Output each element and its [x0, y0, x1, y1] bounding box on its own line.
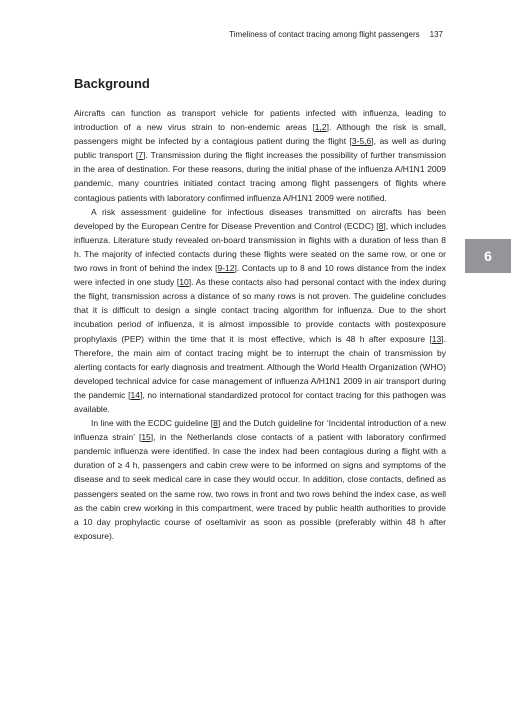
chapter-tab: 6	[465, 239, 511, 273]
citation-ref[interactable]: 13	[431, 333, 442, 344]
section-heading: Background	[74, 76, 150, 91]
citation-ref[interactable]: 15	[141, 432, 151, 443]
citation-ref[interactable]: 10	[179, 277, 189, 288]
paragraph-3: In line with the ECDC guideline [8] and the Dutch guideline for ‘Incidental introduction of a new influenza strain’ [15], in the Netherlands close contacts of a patient with laboratory confirmed pandemic influenza were identified. In case the index had been contagious during a flight with a duration of ≥ 4 h, passengers and cabin crew were to be informed on signs and symptoms of the disease and to seek medical care in case they would occur. In addition, close contacts, defined as passengers seated on the same row, two rows in front and two rows behind the index case, as well as the cabin crew working in this compartment, were traced by public health authorities to provide a 10 day prophylactic course of oseltamivir as soon as possible (preferably within 48 h after exposure).	[74, 418, 446, 541]
citation-ref[interactable]: 1,2	[314, 122, 327, 133]
running-header	[229, 30, 443, 39]
paragraph-1: Aircrafts can function as transport vehicle for patients infected with influenza, leading to introduction of a new virus strain to non-endemic areas [1,2]. Although the risk is small, passengers might be infected by a contagious patient during the flight [3-5,6], as well as during public transport [7]. Transmission during the flight increases the possibility of further transmission in the area of destination. For these reasons, during the initial phase of the influenza A/H1N1 2009 pandemic, many countries initiated contact tracing among flight passengers of flights where contagious patients with laboratory confirmed influenza A/H1N1 2009 were notified.	[74, 108, 446, 203]
body-text	[74, 106, 446, 543]
citation-ref[interactable]: 8	[378, 220, 384, 231]
citation-ref[interactable]: 8	[213, 418, 218, 429]
citation-ref[interactable]: 7	[138, 150, 143, 161]
citation-ref[interactable]: 9-12	[217, 263, 235, 274]
citation-ref[interactable]: 3-5,6	[351, 136, 372, 147]
page-number: 137	[429, 30, 443, 39]
citation-ref[interactable]: 14	[130, 389, 140, 400]
running-title: Timeliness of contact tracing among flight passengers	[229, 30, 420, 39]
paragraph-2: A risk assessment guideline for infectious diseases transmitted on aircrafts has been developed by the European Centre for Disease Prevention and Control (ECDC) [8], which includes influenza. Literature study revealed on-board transmission in flights with a duration of less than 8 h. The majority of infected contacts during these flights were seated on the same row, or one or two rows in front of behind the index [9-12]. Contacts up to 8 and 10 rows distance from the index were infected in one study [10]. As these contacts also had personal contact with the index during the flight, transmission across a distance of so many rows is not proven. The guideline concludes that it is difficult to design a single contact tracing algorithm for influenza. Due to the short incubation period of influenza, it is almost impossible to provide contacts with postexposure prophylaxis (PEP) within the time that it is most effective, which is 48 h after exposure [13]. Therefore, the main aim of contact tracing might be to interrupt the chain of transmission by alerting contacts for early diagnosis and treatment. Although the World Health Organization (WHO) developed technical advice for case management of influenza A/H1N1 2009 in air transport during the pandemic [14], no international standardized protocol for contact tracing for this pathogen was available.	[74, 206, 446, 414]
